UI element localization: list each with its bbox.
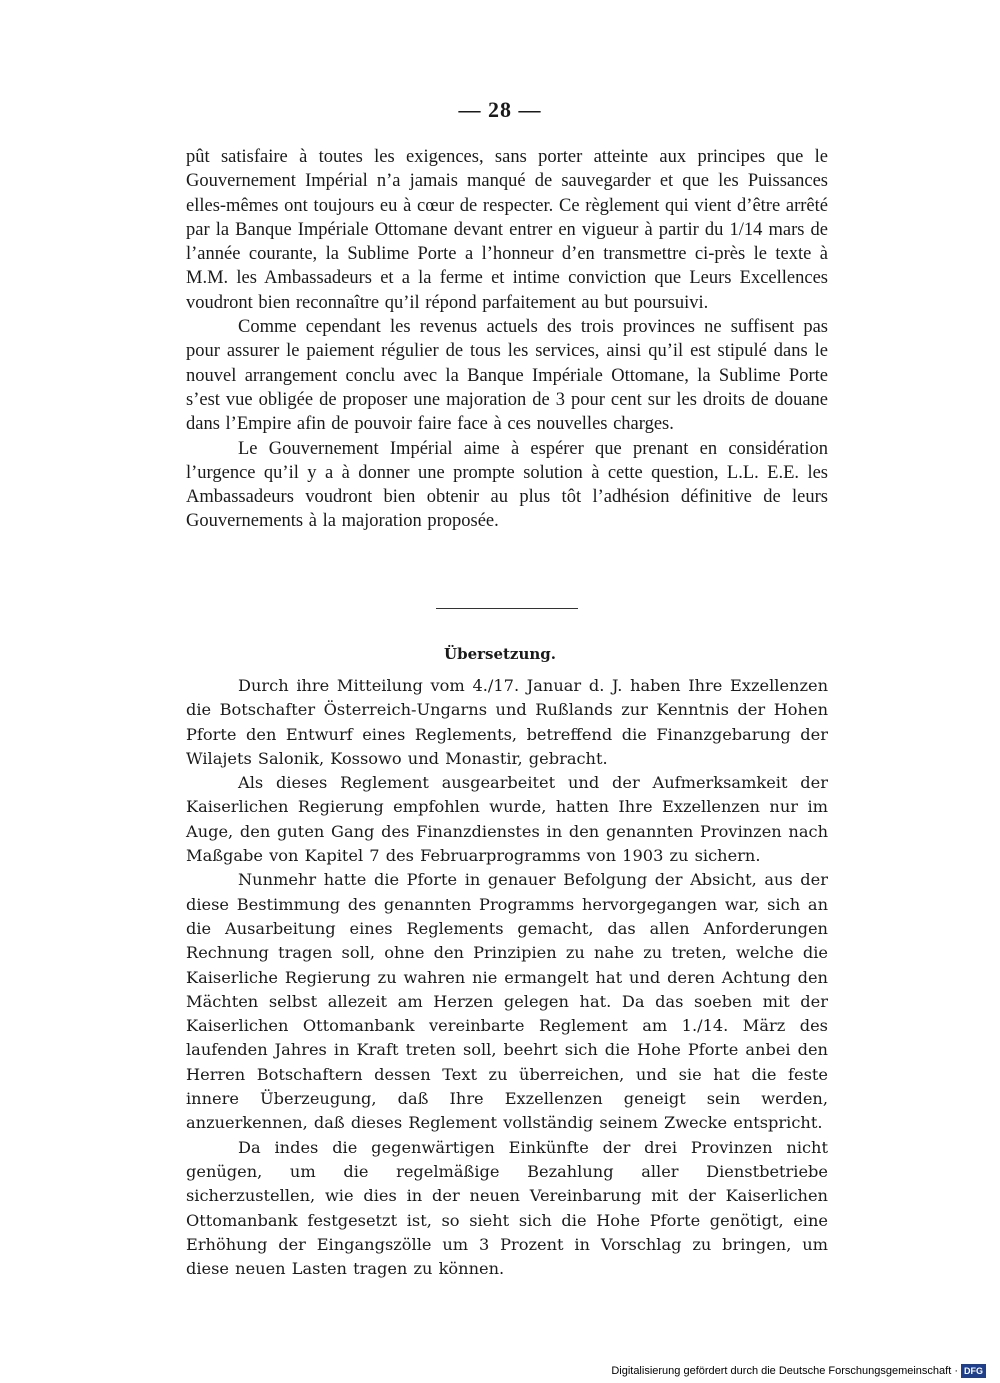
french-text-block xyxy=(186,145,828,534)
page-number: — 28 — xyxy=(458,97,542,122)
digitization-footer xyxy=(611,1364,986,1378)
dfg-logo-icon: DFG xyxy=(961,1364,986,1378)
german-paragraph-1: Durch ihre Mitteilung vom 4./17. Januar d. J. haben Ihre Exzellenzen die Botschafter Österreich-Ungarns und Rußlands zur Kenntnis der Hohen Pforte den Entwurf eines Reglements, betreffend die Finanzgebarung der Wilajets Salonik, Kossowo und Monastir, gebracht. xyxy=(186,676,828,768)
german-paragraph-2: Als dieses Reglement ausgearbeitet und der Aufmerksamkeit der Kaiserlichen Regierung empfohlen wurde, hatten Ihre Exzellenzen nur im Auge, den guten Gang des Finanzdienstes in den genannten Provinzen nach Maßgabe von Kapitel 7 des Februarprogramms von 1903 zu sichern. xyxy=(186,773,828,866)
french-paragraph-1: pût satisfaire à toutes les exigences, sans porter atteinte aux principes que le Gouvernement Impérial n’a jamais manqué de sauvegarder et que les Puissances elles-mêmes ont toujours eu à cœur de respecter. Ce règlement qui vient d’être arrêté par la Banque Impériale Ottomane devant entrer en vigueur à partir du 1/14 mars de l’année courante, la Sublime Porte a l’honneur d’en transmettre ci-près le texte à M.M. les Ambassadeurs et a la ferme et intime conviction que Leurs Excellences voudront bien reconnaître qu’il répond parfaitement au but poursuivi. xyxy=(186,147,828,313)
translation-heading: Übersetzung. xyxy=(444,645,556,663)
french-paragraph-2: Comme cependant les revenus actuels des trois provinces ne suffisent pas pour assurer le paiement régulier de tous les services, ainsi qu’il est stipulé dans le nouvel arrangement conclu avec la Banque Impériale Ottomane, la Sublime Porte s’est vue obligée de proposer une majoration de 3 pour cent sur les droits de douane dans l’Empire afin de pouvoir faire face à ces nouvelles charges. xyxy=(186,317,828,435)
footer-credit: Digitalisierung gefördert durch die Deutsche Forschungsgemeinschaft · xyxy=(611,1365,958,1377)
french-paragraph-3: Le Gouvernement Impérial aime à espérer que prenant en considération l’urgence qu’il y a à donner une prompte solution à cette question, L.L. E.E. les Ambassadeurs voudront bien obtenir au plus tôt l’adhésion définitive de leurs Gouvernements à la majoration proposée. xyxy=(186,438,828,532)
german-paragraph-3: Nunmehr hatte die Pforte in genauer Befolgung der Absicht, aus der diese Bestimmung des genannten Programms hervorgegangen war, sich an die Ausarbeitung eines Reglements gemacht, das allen Anforderungen Rechnung tragen soll, ohne den Prinzipien zu nahe zu treten, welche die Kaiserliche Regierung zu wahren nie ermangelt hat und deren Achtung den Mächten selbst allezeit am Herzen gelegen hat. Da das soeben mit der Kaiserlichen Ottomanbank vereinbarte Reglement am 1./14. März des laufenden Jahres in Kraft treten soll, beehrt sich die Hohe Pforte anbei den Herren Botschaftern dessen Text zu überreichen, und sie hat die feste innere Überzeugung, daß Ihre Exzellenzen geneigt sein werden, anzuerkennen, daß dieses Reglement vollständig seinem Zwecke entspricht. xyxy=(186,870,828,1133)
german-text-block xyxy=(186,674,828,1281)
german-paragraph-4: Da indes die gegenwärtigen Einkünfte der drei Provinzen nicht genügen, um die regelmäßige Bezahlung aller Dienstbetriebe sicherzustellen, wie dies in der neuen Vereinbarung mit der Kaiserlichen Ottomanbank festgesetzt ist, so sieht sich die Hohe Pforte genötigt, eine Erhöhung der Eingangszölle um 3 Prozent in Vorschlag zu bringen, um diese neuen Lasten tragen zu können. xyxy=(186,1137,828,1279)
section-divider xyxy=(436,608,578,609)
